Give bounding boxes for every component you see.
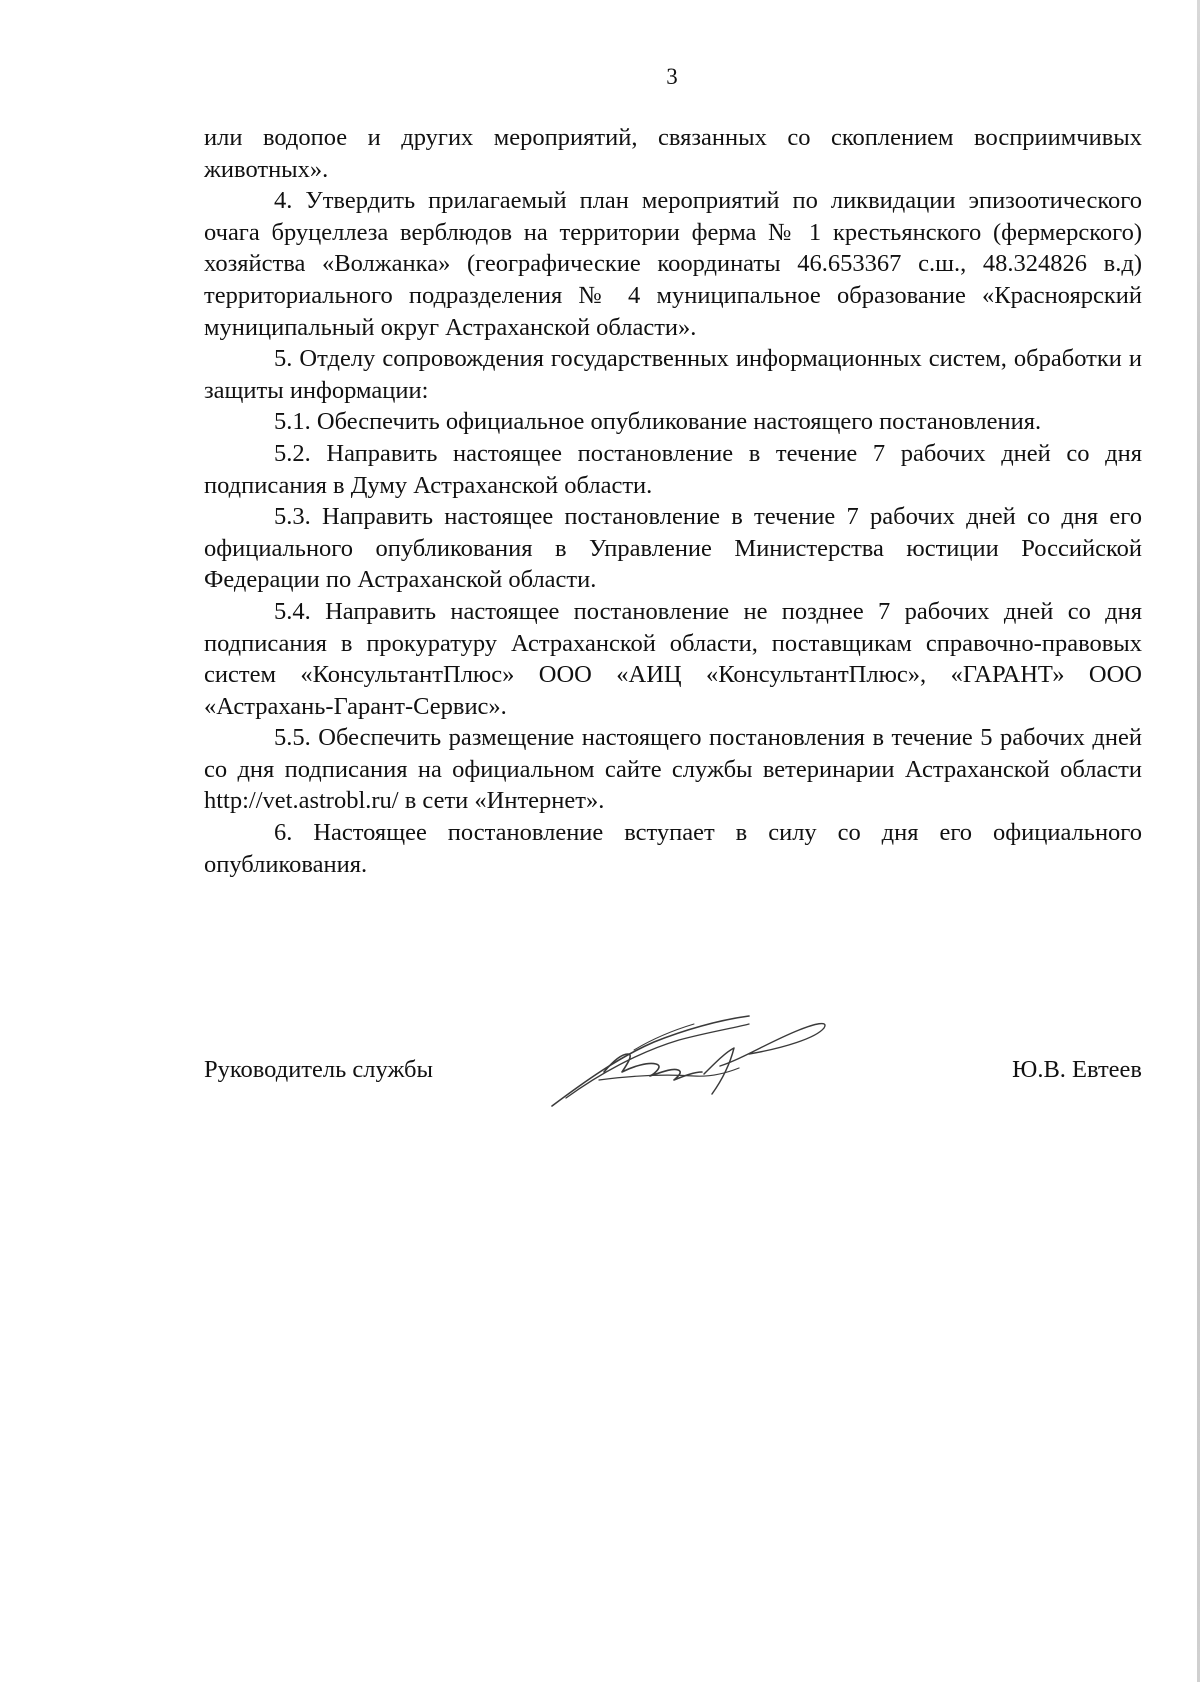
handwritten-signature-icon	[544, 1002, 834, 1112]
signature-block	[204, 1050, 1142, 1110]
signatory-name: Ю.В. Евтеев	[1012, 1056, 1142, 1083]
signatory-title: Руководитель службы	[204, 1056, 433, 1083]
paragraph-item-5-2: 5.2. Направить настоящее постановление в течение 7 рабочих дней со дня подписания в Думу Астраханской области.	[204, 439, 1142, 499]
page-number: 3	[666, 64, 678, 89]
document-body	[204, 122, 1142, 880]
paragraph-item-5-3: 5.3. Направить настоящее постановление в течение 7 рабочих дней со дня его официального опубликования в Управление Министерства юстиции Российской Федерации по Астраханской области.	[204, 503, 1142, 594]
paragraph-continuation: или водопое и других мероприятий, связанных со скоплением восприимчивых животных».	[204, 124, 1142, 183]
paragraph-item-6: 6. Настоящее постановление вступает в силу со дня его официального опубликования.	[204, 819, 1142, 878]
paragraph-item-4: 4. Утвердить прилагаемый план мероприятий по ликвидации эпизоотического очага бруцеллеза верблюдов на территории ферма № 1 крестьянского (фермерского) хозяйства «Волжанка» (географические координаты 46.653367 с.ш., 48.324826 в.д) территориального подразделения № 4 муниципальное образование «Красноярский муниципальный округ Астраханской области».	[204, 187, 1142, 341]
paragraph-item-5: 5. Отделу сопровождения государственных информационных систем, обработки и защиты информации:	[204, 345, 1142, 404]
paragraph-item-5-4: 5.4. Направить настоящее постановление не позднее 7 рабочих дней со дня подписания в прокуратуру Астраханской области, поставщикам справочно-правовых систем «КонсультантПлюс» ООО «АИЦ «КонсультантПлюс», «ГАРАНТ» ООО «Астрахань-Гарант-Сервис».	[204, 597, 1142, 720]
paragraph-item-5-5: 5.5. Обеспечить размещение настоящего постановления в течение 5 рабочих дней со дня подписания на официальном сайте службы ветеринарии Астраханской области http://vet.astrobl.ru/ в сети «Интернет».	[204, 724, 1142, 815]
paragraph-item-5-1: 5.1. Обеспечить официальное опубликование настоящего постановления.	[274, 408, 1042, 436]
